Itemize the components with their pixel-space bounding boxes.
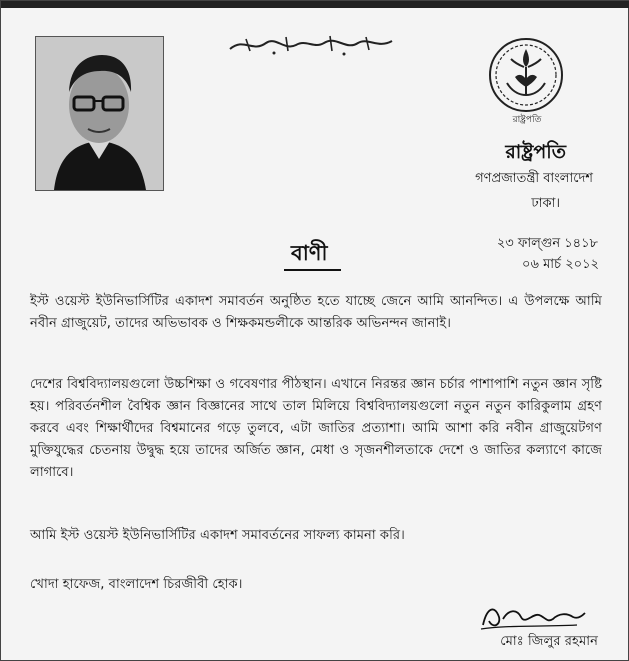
handwritten-signature [477,599,587,633]
bismillah-calligraphy [226,31,396,57]
country-name: গণপ্রজাতন্ত্রী বাংলাদেশ [475,171,593,186]
message-heading: বাণী [291,241,328,265]
city-name: ঢাকা। [531,196,560,211]
date-gregorian: ০৬ মার্চ ২০১২ [522,257,599,272]
paragraph-congratulation: ইস্ট ওয়েস্ট ইউনিভার্সিটির একাদশ সমাবর্তন অনুষ্ঠিত হতে যাচ্ছে জেনে আমি আনন্দিত। এ উপলক্ষে আমি নবীন গ্রাজুয়েট, তাদের অভিভাবক ও শিক্ষকমন্ডলীকে আন্তরিক অভিনন্দন জানাই। [30,294,602,331]
date-bangla: ২৩ ফাল্গুন ১৪১৮ [496,236,598,251]
emblem-caption: রাষ্ট্রপতি [512,115,542,125]
president-portrait [35,36,164,191]
heading-underline [284,269,341,271]
office-title: রাষ্ট্রপতি [505,141,566,163]
signer-name: মোঃ জিলুর রহমান [500,634,598,649]
top-border [1,1,629,8]
paragraph-farewell: খোদা হাফেজ, বাংলাদেশ চিরজীবী হোক। [30,577,243,592]
paragraph-wishes: আমি ইস্ট ওয়েস্ট ইউনিভার্সিটির একাদশ সমাবর্তনের সাফল্য কামনা করি। [30,528,405,543]
paragraph-universities: দেশের বিশ্ববিদ্যালয়গুলো উচ্চশিক্ষা ও গবেষণার পীঠস্থান। এখানে নিরন্তর জ্ঞান চর্চার পাশাপাশি নতুন জ্ঞান সৃষ্টি হয়। পরিবর্তনশীল বৈশ্বিক জ্ঞান বিজ্ঞানের সাথে তাল মিলিয়ে বিশ্ববিদ্যালয়গুলো নতুন নতুন কারিকুলাম গ্রহণ করবে এবং শিক্ষার্থীদের বিশ্বমানের গড়ে তুলবে, এটা জাতির প্রত্যাশা। আমি আশা করি নবীন গ্রাজুয়েটগণ মুক্তিযুদ্ধের চেতনায় উদ্বুদ্ধ হয়ে তাদের অর্জিত জ্ঞান, মেধা ও সৃজনশীলতাকে দেশে ও জাতির কল্যাণে কাজে লাগাবে। [30,377,602,480]
state-emblem [487,37,565,121]
